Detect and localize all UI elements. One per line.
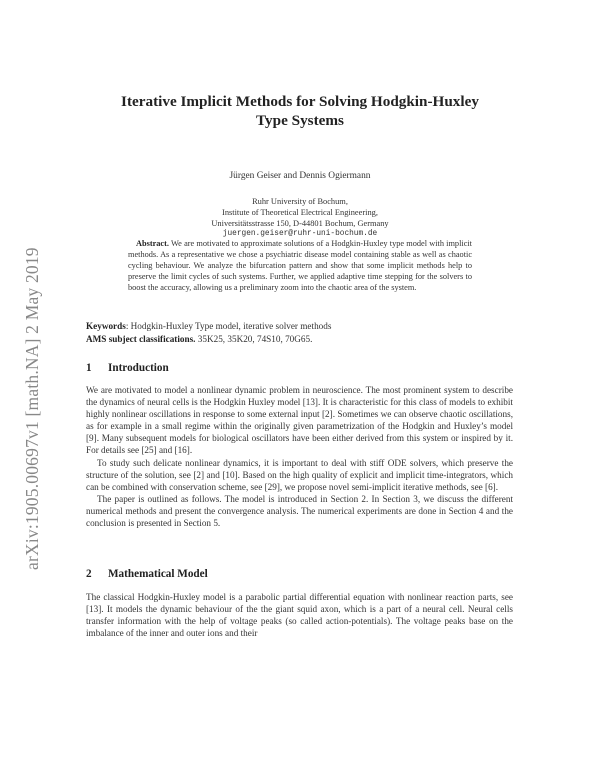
paper-title xyxy=(60,92,540,130)
keywords xyxy=(86,320,526,333)
section-number: 1 xyxy=(86,362,92,374)
paragraph: The classical Hodgkin-Huxley model is a parabolic partial differential equation with nonlinear reaction parts, see [13]. It models the dynamic behaviour of the the giant squid axon, which is a part of a neural cell. Neural cells transfer information with the help of voltage peaks (so called action-potentials). The voltage peaks base on the imbalance of the inner and outer ions and their xyxy=(86,592,513,639)
author-email[interactable]: juergen.geiser@ruhr-uni-bochum.de xyxy=(222,230,378,238)
affiliation-line: Universitätsstrasse 150, D-44801 Bochum, Germany xyxy=(211,219,389,228)
affiliation-line: Institute of Theoretical Electrical Engineering, xyxy=(222,208,378,217)
paragraph: We are motivated to model a nonlinear dynamic problem in neuroscience. The most prominent system to describe the dynamics of neural cells is the Hodgkin Huxley model [13]. It is characteristic for this class of models to exhibit highly nonlinear oscillations in response to some external input [2]. Sometimes we can observe chaotic oscillations, as for example in a small regime within the originally given parametrization of the Hodgkin and Huxley’s model [9]. Many subsequent models for biological oscillators have been either derived from this system or inspired by it. For details see [25] and [16]. xyxy=(86,385,513,456)
abstract-label: Abstract. xyxy=(136,239,169,248)
keywords-block xyxy=(86,320,526,345)
affiliation-line: Ruhr University of Bochum, xyxy=(252,197,348,206)
keywords-label: Keywords xyxy=(86,321,126,331)
authors: Jürgen Geiser and Dennis Ogiermann xyxy=(229,171,371,181)
section-number: 2 xyxy=(86,568,92,580)
section-title: Introduction xyxy=(108,362,169,374)
ams-text: 35K25, 35K20, 74S10, 70G65. xyxy=(195,333,313,344)
title-line: Type Systems xyxy=(256,112,344,129)
arxiv-identifier-stamp[interactable]: arXiv:1905.00697v1 [math.NA] 2 May 2019 xyxy=(22,247,42,570)
paragraph: The paper is outlined as follows. The model is introduced in Section 2. In Section 3, we discuss the different numerical methods and present the convergence analysis. The numerical experiments are done in Section 4 and the conclusion is presented in Section 5. xyxy=(86,493,513,529)
keywords-text: : Hodgkin-Huxley Type model, iterative solver methods xyxy=(125,321,332,331)
ams-label: AMS subject classifications. xyxy=(86,333,196,344)
section-title: Mathematical Model xyxy=(108,568,208,580)
abstract-text: We are motivated to approximate solutions of a Hodgkin-Huxley type model with implicit methods. As a representative we chose a psychiatric disease model containing stable as well as chaotic cycling behaviour. We analyze the bifurcation pattern and show that some implicit methods help to preserve the limit cycles of such systems. Further, we applied adaptive time stepping for the solvers to boost the accuracy, allowing us a preliminary zoom into the chaotic area of the system. xyxy=(128,239,472,293)
introduction-body xyxy=(86,384,513,529)
title-line: Iterative Implicit Methods for Solving Hodgkin-Huxley xyxy=(121,93,479,110)
ams-classifications xyxy=(86,333,526,346)
section-heading-mathematical-model xyxy=(86,568,208,580)
section-heading-introduction xyxy=(86,362,169,374)
paragraph: To study such delicate nonlinear dynamics, it is important to deal with stiff ODE solvers, which preserve the structure of the solution, see [2] and [10]. Based on the high quality of explicit and implicit time-integrators, which can be combined with conservation scheme, see [29], we propose novel semi-implicit iterative methods, see [6]. xyxy=(86,457,513,492)
affiliation xyxy=(60,196,540,240)
abstract xyxy=(128,238,472,293)
mathematical-model-body xyxy=(86,591,513,639)
